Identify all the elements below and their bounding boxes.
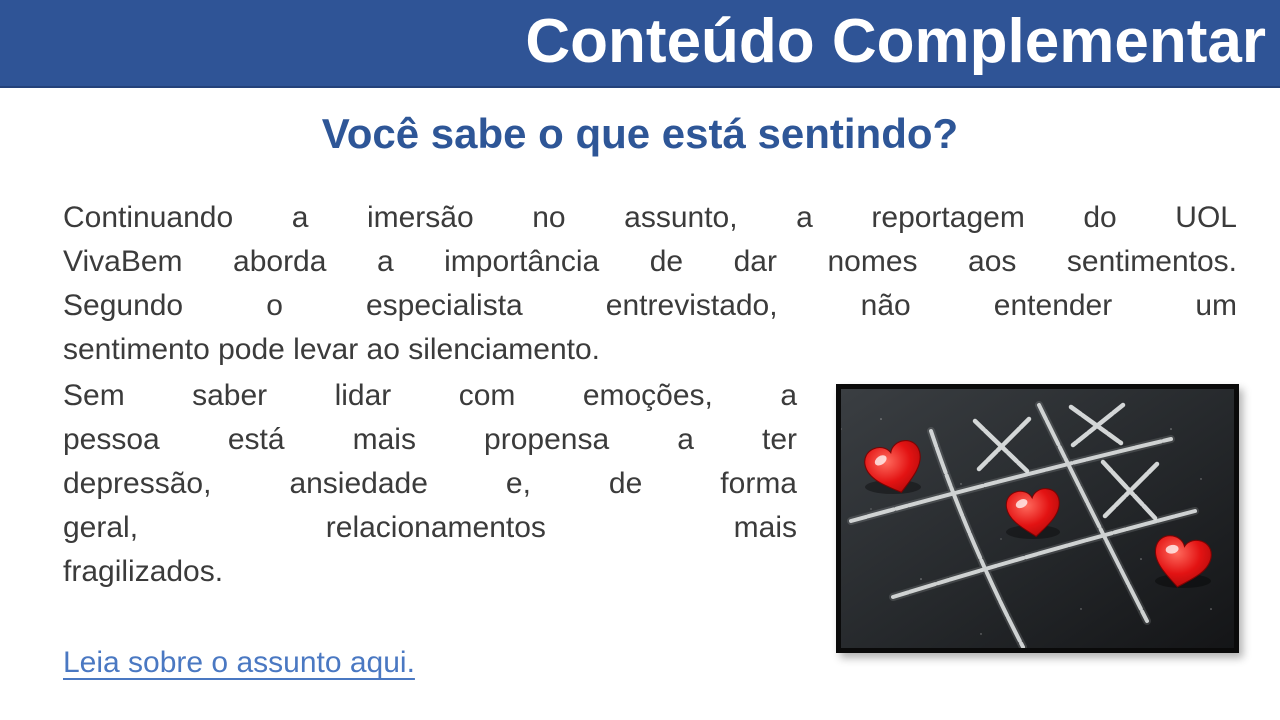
wrap-paragraph: Sem saber lidar com emoções, a pessoa está mais propensa a ter depressão, ansiedade e, de forma geral, relacionamentos mais fragilizados. [63,379,797,588]
read-article-link[interactable]: Leia sobre o assunto aqui. [63,646,415,679]
subtitle: Você sabe o que está sentindo? [321,110,959,157]
tictactoe-hearts-photo [836,384,1239,653]
header-bar [0,0,1280,88]
tictactoe-photo-art [841,389,1234,648]
intro-paragraph: Continuando a imersão no assunto, a reportagem do UOL VivaBem aborda a importância de dar nomes aos sentimentos. Segundo o especialista entrevistado, não entender um sentimento pode levar ao silenciamento. [63,201,1237,366]
slide-title: Conteúdo Complementar [525,7,1266,76]
